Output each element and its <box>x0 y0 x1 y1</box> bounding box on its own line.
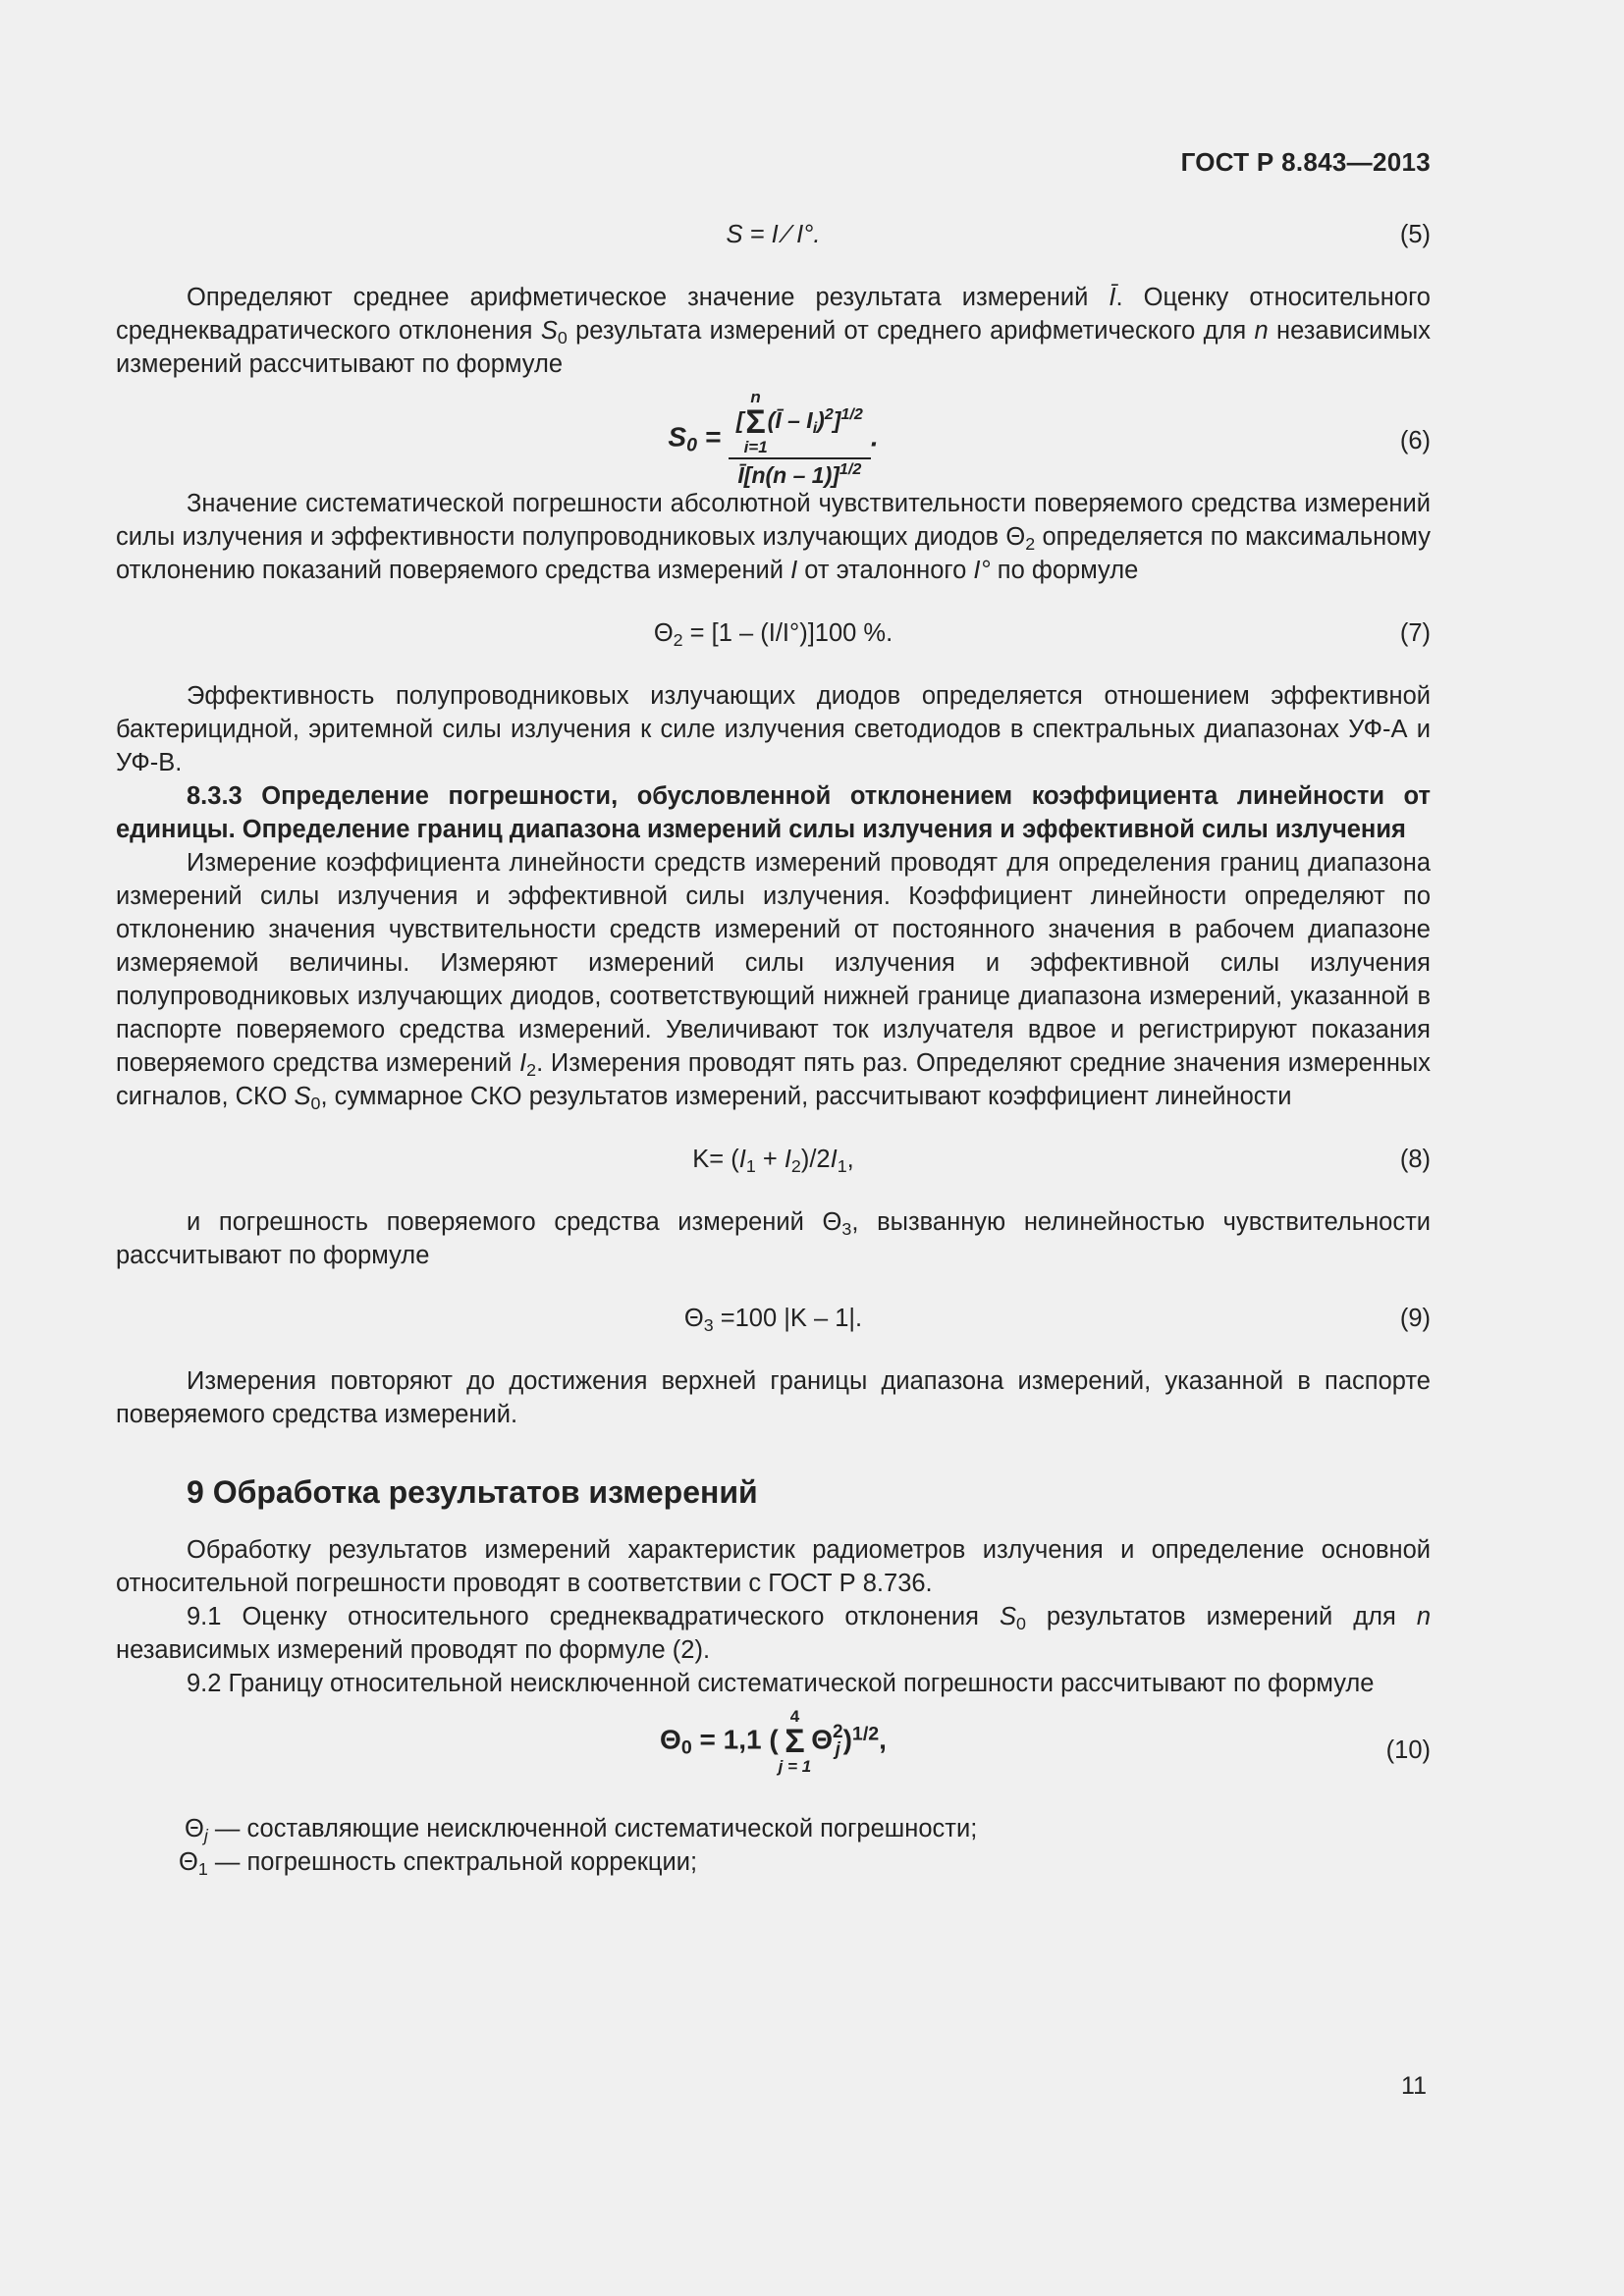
text: по формуле <box>990 557 1139 584</box>
text: 2 <box>790 1156 801 1176</box>
text: 4 <box>789 1707 800 1726</box>
text: 9.1 Оценку относительного среднеквадратического отклонения <box>187 1603 1000 1630</box>
text: n <box>1416 1603 1431 1630</box>
eq10-formula <box>660 1708 887 1775</box>
text: ] <box>833 407 841 434</box>
text: I° <box>973 557 991 584</box>
equation-6 <box>116 388 1431 488</box>
text: j = 1 <box>778 1757 812 1776</box>
text: I <box>830 1146 838 1173</box>
text: j <box>835 1739 840 1760</box>
text: Ī[n(n – 1)] <box>737 462 839 488</box>
eq5-number: (5) <box>1399 221 1431 248</box>
paragraph-linearity <box>116 846 1431 1113</box>
text: ) <box>842 1724 852 1755</box>
text: . Измерения проводят пять раз. Определяют средние значения измеренных сигналов, СКО <box>116 1049 1431 1110</box>
text: 0 <box>310 1094 321 1113</box>
text: 2 <box>673 630 683 650</box>
text: , вызванную нелинейностью чувствительности рассчитывают по формуле <box>116 1208 1432 1269</box>
text: = <box>696 421 729 453</box>
eq6-denominator <box>737 459 861 489</box>
text: Θ <box>653 619 674 647</box>
text: , суммарное СКО результатов измерений, рассчитывают коэффициент линейности <box>320 1083 1292 1110</box>
text: 1/2 <box>839 460 862 478</box>
equation-9 <box>116 1302 1431 1335</box>
text: Измерение коэффициента линейности средств измерений проводят для определения границ диапазона измерений силы излучения и эффективной силы излучения. Коэффициент линейности определяют по отклонению значения чувствительности средств измерений от постоянного значения в рабочем диапазоне измеряемой величины. Измеряют измерений силы излучения и эффективной силы излучения полупроводниковых излучающих диодов, соответствующий нижней границе диапазона измерений, указанной в паспорте поверяемого средства измерений. Увеличивают ток излучателя вдвое и регистрируют показания поверяемого средства измерений <box>116 849 1431 1077</box>
text: [ <box>735 407 744 434</box>
section-9-heading: 9 Обработка результатов измерений <box>187 1474 758 1510</box>
text: i=1 <box>743 438 768 456</box>
text: Ī <box>1109 284 1116 311</box>
equation-8 <box>116 1143 1431 1176</box>
eq9-number: (9) <box>1399 1305 1431 1332</box>
text: I <box>784 1146 791 1173</box>
text: j <box>203 1826 208 1845</box>
text: независимых измерений рассчитывают по формуле <box>116 317 1431 378</box>
definition-theta-j <box>185 1812 1431 1845</box>
eq10-number: (10) <box>1385 1736 1431 1764</box>
equation-10 <box>116 1708 1431 1806</box>
sum-icon: n Σ i=1 <box>743 388 768 456</box>
text: I <box>519 1049 527 1077</box>
text: . Оценку относительного среднеквадратического отклонения <box>116 284 1431 345</box>
text: независимых измерений проводят по формуле (2). <box>116 1636 711 1664</box>
text: Θ <box>660 1724 681 1755</box>
paragraph-nonlinearity <box>116 1205 1431 1272</box>
text: Θ <box>683 1305 704 1332</box>
paragraph-efficiency: Эффективность полупроводниковых излучающих диодов определяется отношением эффективной бактерицидной, эритемной силы излучения к силе излучения светодиодов в спектральных диапазонах УФ-А и УФ-В. <box>116 682 1431 776</box>
text: определяется по максимальному отклонению показаний поверяемого средства измерений <box>116 523 1431 584</box>
text: 1/2 <box>840 405 863 424</box>
text: S <box>540 317 558 345</box>
text: Значение систематической погрешности абсолютной чувствительности поверяемого средства измерений силы излучения и эффективности полупроводниковых излучающих диодов Θ <box>116 490 1431 551</box>
text: — погрешность спектральной коррекции; <box>207 1848 698 1876</box>
text: ) <box>817 407 825 434</box>
eq5-expression: S = I ⁄ I°. <box>726 221 821 248</box>
text: 2 <box>824 405 834 424</box>
text: 1/2 <box>851 1723 880 1745</box>
text: и погрешность поверяемого средства измерений Θ <box>187 1208 842 1236</box>
text: — составляющие неисключенной систематической погрешности; <box>207 1815 978 1842</box>
text: K= ( <box>692 1146 739 1173</box>
document-header: ГОСТ Р 8.843—2013 <box>1180 147 1431 177</box>
sum-icon: 4 Σ j = 1 <box>778 1707 812 1776</box>
eq6-number: (6) <box>1399 427 1431 454</box>
text: , <box>846 1146 854 1173</box>
paragraph-9-2: 9.2 Границу относительной неисключенной систематической погрешности рассчитывают по формуле <box>187 1670 1375 1697</box>
text: =100 |K – 1|. <box>713 1305 863 1332</box>
text: 1 <box>197 1859 208 1879</box>
text: n <box>1254 317 1269 345</box>
text: I <box>790 557 798 584</box>
text: результата измерений от среднего арифметического для <box>567 317 1255 345</box>
text: Θ <box>185 1815 204 1842</box>
text: 0 <box>1015 1614 1026 1633</box>
text: (Ī – I <box>767 407 813 434</box>
section-8-3-3-heading: 8.3.3 Определение погрешности, обусловленной отклонением коэффициента линейности от единицы. Определение границ диапазона измерений силы излучения и эффективной силы излучения <box>116 782 1431 843</box>
paragraph-processing: Обработку результатов измерений характеристик радиометров излучения и определение основной относительной погрешности проводят в соответствии с ГОСТ Р 8.736. <box>116 1536 1431 1597</box>
text: 0 <box>686 434 697 456</box>
text: 1 <box>837 1156 847 1176</box>
eq6-formula <box>668 389 878 489</box>
text: 2 <box>1025 534 1036 554</box>
text: )/2 <box>800 1146 831 1173</box>
eq8-number: (8) <box>1399 1146 1431 1173</box>
text: 2 <box>526 1060 537 1080</box>
text: S <box>999 1603 1016 1630</box>
equation-5 <box>116 218 1431 251</box>
paragraph-9-1 <box>116 1600 1431 1667</box>
text: i <box>812 419 818 438</box>
text: 3 <box>703 1315 714 1335</box>
paragraph-mean <box>116 281 1431 381</box>
text: . <box>870 421 879 453</box>
text: = [1 – (I/I°)]100 %. <box>682 619 893 647</box>
text: + <box>755 1146 785 1173</box>
text: Θ <box>811 1724 834 1755</box>
equation-7 <box>116 616 1431 650</box>
eq7-number: (7) <box>1399 619 1431 647</box>
definition-theta-1 <box>179 1845 1431 1879</box>
text: Θ <box>179 1848 198 1876</box>
text: = 1,1 ( <box>691 1724 779 1755</box>
text: от эталонного <box>797 557 974 584</box>
eq6-fraction <box>729 389 871 489</box>
text: , <box>879 1724 887 1755</box>
page-number: 11 <box>1401 2072 1427 2100</box>
text: n <box>750 388 761 406</box>
text: 0 <box>680 1736 692 1759</box>
text: I <box>738 1146 746 1173</box>
text: 0 <box>557 328 568 347</box>
text: Определяют среднее арифметическое значение результата измерений <box>187 284 1110 311</box>
eq6-numerator <box>729 389 871 459</box>
paragraph-repeat: Измерения повторяют до достижения верхней границы диапазона измерений, указанной в паспорте поверяемого средства измерений. <box>116 1367 1431 1428</box>
paragraph-systematic <box>116 487 1431 587</box>
text: результатов измерений для <box>1025 1603 1417 1630</box>
text: 2 <box>833 1722 843 1742</box>
text: S <box>668 421 687 453</box>
text: 1 <box>745 1156 756 1176</box>
text: 3 <box>841 1219 852 1239</box>
text: S <box>294 1083 311 1110</box>
document-body <box>116 218 1431 1879</box>
